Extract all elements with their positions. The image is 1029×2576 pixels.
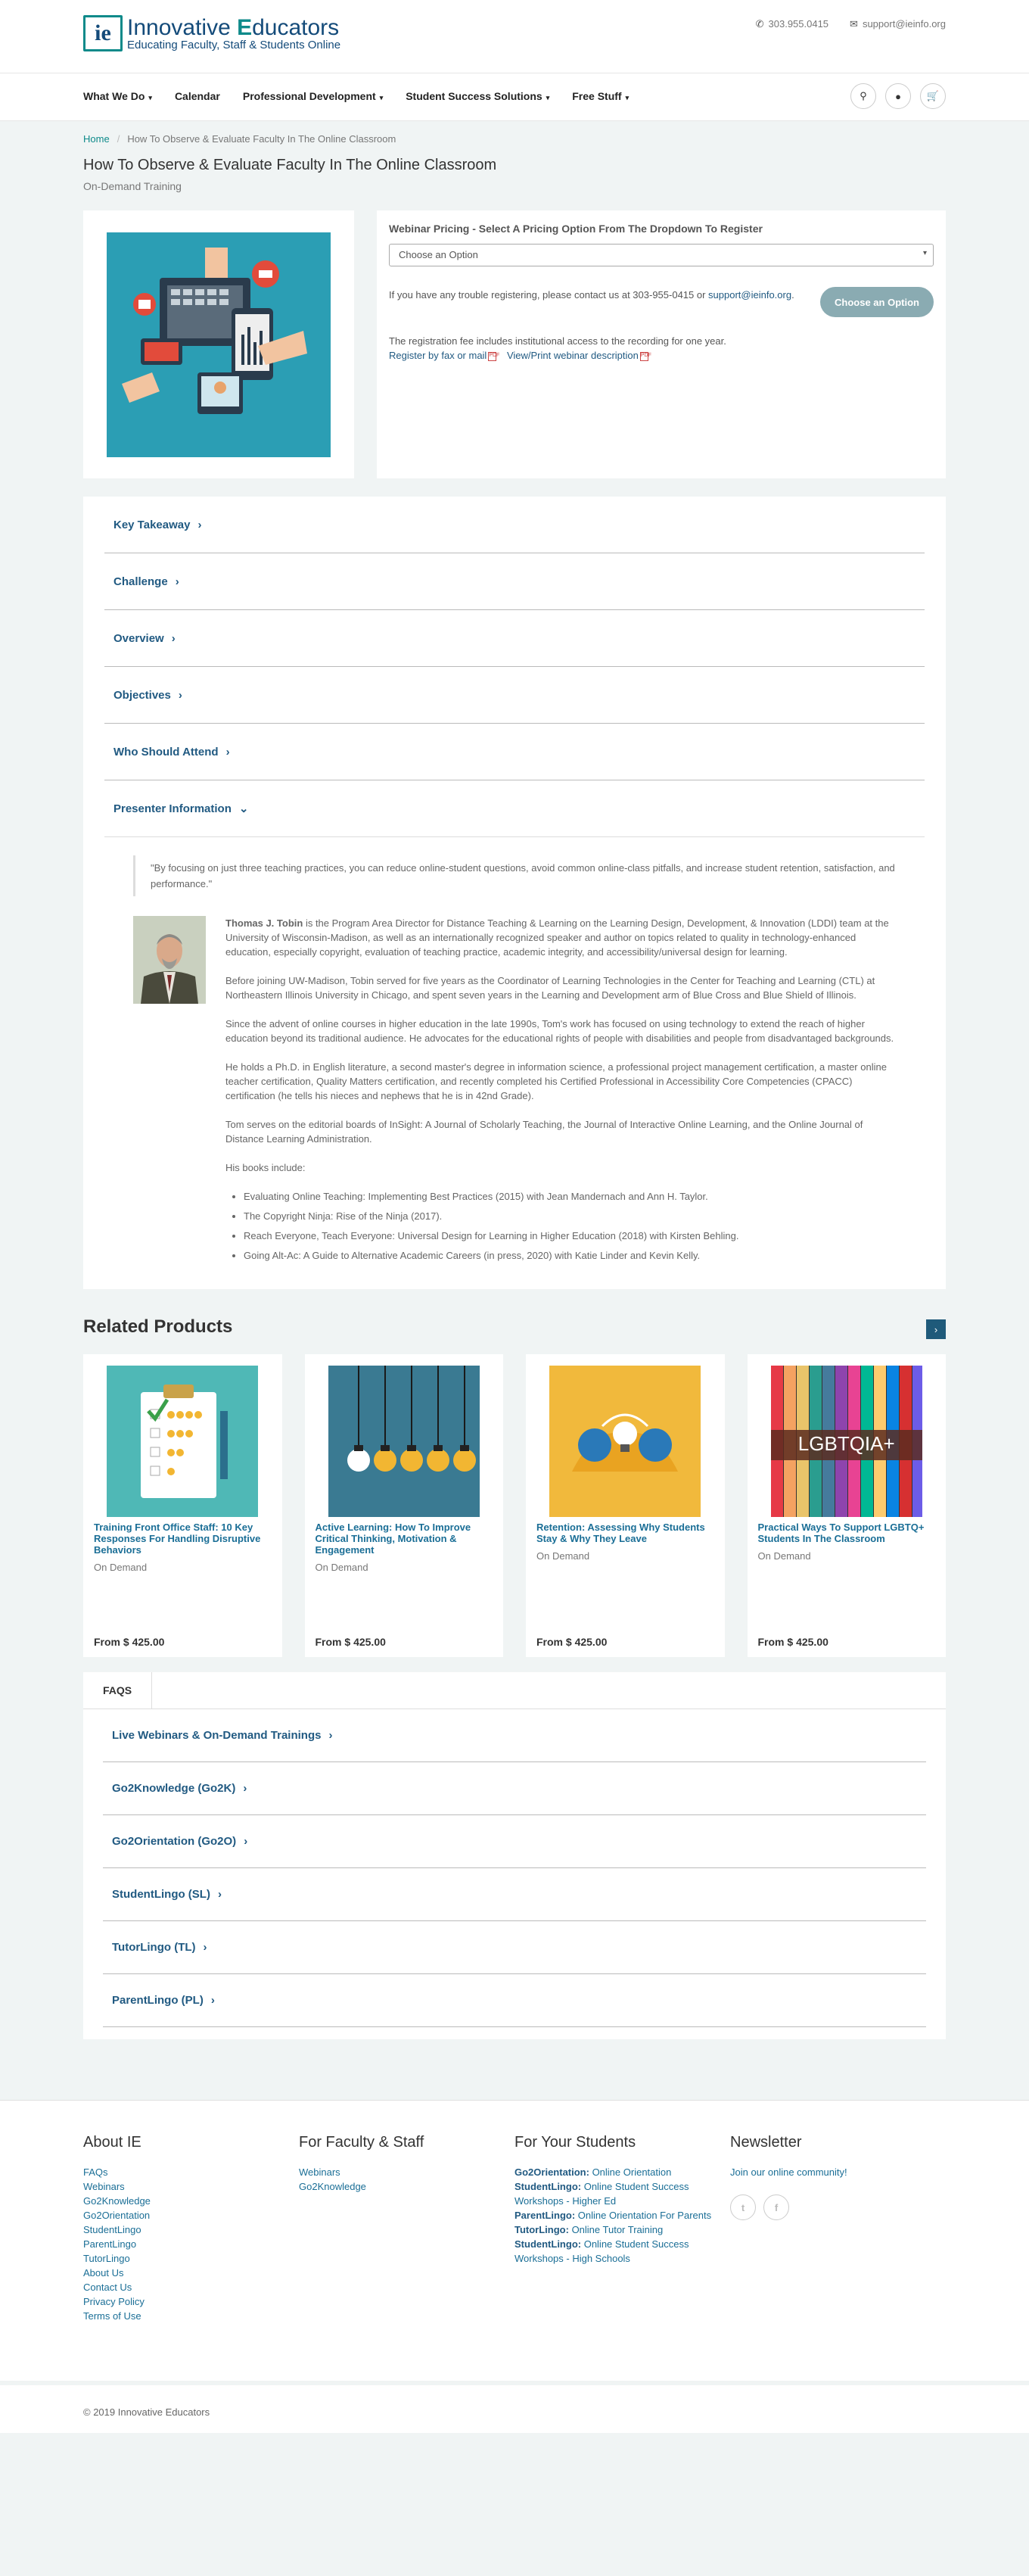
twitter-icon[interactable]: t — [730, 2194, 756, 2220]
product-type: On Demand — [94, 1562, 148, 1573]
nav-item-free-stuff[interactable] — [572, 90, 629, 102]
webinar-description-link[interactable]: View/Print webinar description PDF — [506, 350, 651, 361]
nav-item-professional-development[interactable] — [243, 90, 383, 102]
chevron-right-icon: › — [244, 1835, 248, 1848]
accordion-label: Overview — [113, 631, 164, 645]
product-type: On Demand — [757, 1550, 811, 1562]
related-product-card[interactable] — [305, 1354, 504, 1657]
page-title: How To Observe & Evaluate Faculty In The Online Classroom — [83, 157, 497, 173]
faq-label: TutorLingo (TL) — [112, 1941, 196, 1954]
footer-link[interactable]: Go2Knowledge — [299, 2181, 366, 2192]
chevron-right-icon: › — [210, 1994, 215, 2007]
footer-link-desc: Online Orientation For Parents — [575, 2210, 712, 2221]
accordion-overview[interactable] — [104, 610, 925, 667]
product-name[interactable]: Active Learning: How To Improve Critical Thinking, Motivation & Engagement — [315, 1522, 471, 1556]
footer-link[interactable] — [514, 2208, 730, 2222]
facebook-icon[interactable]: f — [763, 2194, 789, 2220]
footer-link[interactable]: TutorLingo — [83, 2253, 130, 2264]
footer-about: About IE FAQs Webinars Go2Knowledge Go2Orientation StudentLingo ParentLingo TutorLingo About Us Contact Us Privacy Policy Terms of Use — [83, 2134, 299, 2323]
search-icon[interactable]: ⚲ — [850, 83, 876, 109]
accordion-who-should-attend[interactable] — [104, 724, 925, 780]
logo-title: Innovative Educators — [127, 14, 340, 40]
email-link[interactable]: ✉ support@ieinfo.org — [850, 18, 946, 30]
faq-item[interactable] — [103, 1921, 926, 1974]
logo-tagline: Educating Faculty, Staff & Students Online — [127, 38, 341, 51]
footer-students: For Your Students Go2Orientation: Online Orientation StudentLingo: Online Student Success Workshops - Higher Ed ParentLingo: Online Orientation For Parents TutorLingo: Online Tutor Training StudentLingo: Online Student Success Workshops - High Schools — [514, 2134, 730, 2323]
product-type: On Demand — [536, 1550, 590, 1562]
accordion-label: Objectives — [113, 688, 171, 702]
footer-link[interactable]: Privacy Policy — [83, 2296, 145, 2307]
footer-link[interactable]: Go2Orientation — [83, 2210, 151, 2221]
nav-label: Professional Development — [242, 90, 376, 102]
product-image-text: LGBTQIA+ — [797, 1432, 895, 1455]
footer-link[interactable] — [514, 2179, 730, 2208]
nav-item-student-success-solutions[interactable] — [406, 90, 549, 102]
phone-link[interactable]: ✆ 303.955.0415 — [755, 18, 829, 30]
chevron-right-icon: › — [203, 1941, 207, 1954]
product-price: From $ 425.00 — [757, 1636, 828, 1648]
product-image-card — [83, 210, 354, 478]
faq-item[interactable] — [103, 1868, 926, 1921]
chevron-right-icon: › — [197, 518, 202, 531]
book-item: • Reach Everyone, Teach Everyone: Universal Design for Learning in Higher Education (2018) with Kirsten Behling. — [244, 1229, 900, 1243]
product-price: From $ 425.00 — [315, 1636, 386, 1648]
accordion-presenter-information[interactable]: Presenter Information ⌄ — [104, 780, 925, 837]
chevron-down-icon: ⌄ — [238, 802, 249, 815]
accordion-label: Key Takeaway — [113, 518, 191, 531]
footer-link[interactable] — [514, 2237, 730, 2266]
breadcrumb-current: How To Observe & Evaluate Faculty In The Online Classroom — [127, 133, 396, 145]
related-product-card[interactable] — [748, 1354, 947, 1657]
footer-link-product: StudentLingo: — [514, 2238, 582, 2250]
pricing-title: Webinar Pricing - Select A Pricing Option From The Dropdown To Register — [389, 223, 763, 235]
nav-label: Calendar — [174, 90, 220, 102]
chevron-down-icon: ▾ — [379, 94, 384, 101]
accordion-objectives[interactable] — [104, 667, 925, 724]
accordion-challenge[interactable] — [104, 553, 925, 610]
product-image[interactable] — [771, 1366, 922, 1517]
nav-label: What We Do — [83, 90, 145, 102]
breadcrumb: Home / How To Observe & Evaluate Faculty In The Online Classroom — [83, 133, 396, 145]
pdf-icon: PDF — [488, 352, 496, 361]
footer-link[interactable] — [514, 2165, 730, 2179]
footer-link[interactable]: Webinars — [299, 2166, 340, 2178]
related-products-title: Related Products — [83, 1316, 233, 1337]
footer-link-desc: Online Tutor Training — [568, 2224, 664, 2235]
presenter-panel — [104, 837, 925, 1268]
faqs-panel — [83, 1672, 946, 2039]
book-item: • Evaluating Online Teaching: Implementing Best Practices (2015) with Jean Mandernach and Ann H. Taylor. — [244, 1189, 900, 1204]
site-header — [0, 0, 1029, 73]
footer-link-product: Go2Orientation: — [514, 2166, 589, 2178]
footer-link-desc: Online Student Success Workshops - High Schools — [514, 2238, 689, 2264]
footer-link[interactable]: Terms of Use — [83, 2310, 141, 2322]
newsletter-link[interactable]: Join our online community! — [730, 2166, 847, 2178]
support-email-link[interactable]: support@ieinfo.org — [708, 289, 792, 301]
related-product-card[interactable] — [83, 1354, 282, 1657]
footer-link[interactable]: Go2Knowledge — [83, 2195, 151, 2207]
account-icon[interactable]: ● — [885, 83, 911, 109]
phone-icon: ✆ — [755, 18, 764, 30]
copyright-text: © 2019 Innovative Educators — [83, 2406, 210, 2418]
footer-link[interactable]: Webinars — [83, 2181, 125, 2192]
footer-link[interactable]: StudentLingo — [83, 2224, 141, 2235]
copyright-bar — [0, 2381, 1029, 2433]
book-item: • Going Alt-Ac: A Guide to Alternative Academic Careers (in press, 2020) with Katie Linder and Kevin Kelly. — [244, 1248, 900, 1263]
footer-link-desc: Online Student Success Workshops - Higher Ed — [514, 2181, 689, 2207]
footer-link[interactable]: ParentLingo — [83, 2238, 137, 2250]
presenter-photo — [133, 916, 206, 1004]
footer-link[interactable]: FAQs — [83, 2166, 108, 2178]
faq-label: StudentLingo (SL) — [112, 1888, 210, 1901]
logo[interactable] — [83, 15, 340, 51]
chevron-right-icon: › — [934, 1323, 938, 1335]
accordion-label: Who Should Attend — [113, 745, 219, 758]
chevron-right-icon: › — [225, 745, 230, 758]
nav-item-calendar[interactable] — [175, 90, 220, 102]
page-subtitle: On-Demand Training — [83, 180, 182, 192]
footer-faculty: For Faculty & Staff Webinars Go2Knowledge — [299, 2134, 514, 2323]
faq-label: Go2Orientation (Go2O) — [112, 1835, 237, 1848]
footer-link-desc: Online Orientation — [589, 2166, 672, 2178]
chevron-right-icon: › — [175, 575, 179, 588]
faq-item[interactable] — [103, 1709, 926, 1762]
faq-label: ParentLingo (PL) — [112, 1994, 204, 2007]
faq-label: Live Webinars & On-Demand Trainings — [112, 1729, 322, 1742]
contact-info — [756, 18, 946, 30]
faq-item[interactable] — [103, 1974, 926, 2027]
breadcrumb-home[interactable]: Home — [83, 133, 110, 145]
footer-link-product: ParentLingo: — [514, 2210, 576, 2221]
site-footer — [0, 2100, 1029, 2381]
presenter-name: Thomas J. Tobin — [225, 917, 303, 929]
product-image[interactable] — [107, 1366, 258, 1517]
faq-item[interactable] — [103, 1762, 926, 1815]
faq-item[interactable] — [103, 1815, 926, 1868]
product-image[interactable] — [107, 232, 331, 457]
faq-label: Go2Knowledge (Go2K) — [112, 1782, 236, 1795]
footer-link[interactable]: About Us — [83, 2267, 124, 2279]
accordion-label: Challenge — [113, 575, 168, 588]
book-item: • The Copyright Ninja: Rise of the Ninja (2017). — [244, 1209, 900, 1223]
product-image[interactable] — [549, 1366, 701, 1517]
footer-link[interactable] — [514, 2222, 730, 2237]
footer-link-product: StudentLingo: — [514, 2181, 582, 2192]
product-price: From $ 425.00 — [536, 1636, 608, 1648]
product-price: From $ 425.00 — [94, 1636, 165, 1648]
chevron-right-icon: › — [328, 1729, 333, 1742]
registration-help: If you have any trouble registering, please contact us at 303-955-0415 or support@ieinfo.org. Choose an Option — [389, 289, 934, 301]
chevron-down-icon: ▾ — [148, 94, 152, 101]
product-name[interactable]: Retention: Assessing Why Students Stay & Why They Leave — [536, 1522, 705, 1544]
chevron-right-icon: › — [243, 1782, 247, 1795]
chevron-down-icon: ▾ — [625, 94, 630, 101]
product-image[interactable] — [328, 1366, 480, 1517]
fee-note: The registration fee includes institutional access to the recording for one year. — [389, 335, 726, 347]
pricing-select[interactable]: Choose an Option ▾ — [389, 244, 934, 266]
nav-label: Free Stuff — [572, 90, 622, 102]
footer-link[interactable]: Contact Us — [83, 2282, 132, 2293]
chevron-right-icon: › — [217, 1888, 222, 1901]
choose-option-button[interactable]: Choose an Option — [820, 287, 934, 317]
pricing-panel — [377, 210, 946, 478]
main-nav — [0, 73, 1029, 121]
presenter-bio: Thomas J. Tobin is the Program Area Director for Distance Teaching & Learning on the Learning Design, Development, & Innovation (LDDI) team at the University of Wisconsin-Madison, as well as an internationally recognized speaker and author on topics related to quality in technology-enhanced education, especially copyright, evaluation of teaching practice, academic integrity, and accessibility/universal design for learning. Before joining UW-Madison, Tobin served for five years as the Coordinator of Learning Technologies in the Center for Teaching and Learning (CTL) at Northeastern Illinois University in Chicago, and spent seven years in the Learning and Development arm of Blue Cross and Blue Shield of Illinois. Since the advent of online courses in higher education in the late 1990s, Tom's work has focused on using technology to extend the reach of higher education beyond its traditional audience. He advocates for the educational rights of people with disabilities and people from disadvantaged backgrounds. He holds a Ph.D. in English literature, a second master's degree in information science, a professional project management certification, a master online teacher certification, Quality Matters certification, and recently completed his Certified Professional in Accessibility Core Competencies (CPACC) certification (he tells his nieces and nephews that he is in 42nd Grade). Tom serves on the editorial boards of InSight: A Journal of Scholarly Teaching, the Journal of Interactive Online Learning, and the Online Journal of Distance Learning Administration. His books include: • Evaluating Online Teaching: Implementing Best Practices (2015) with Jean Mandernach and Ann H. Taylor. • The Copyright Ninja: Rise of the Ninja (2017). • Reach Everyone, Teach Everyone: Universal Design for Learning in Higher Education (2018) with Kirsten Behling. • Going Alt-Ac: A Guide to Alternative Academic Careers (in press, 2020) with Katie Linder and Kevin Kelly. — [225, 916, 900, 1268]
logo-mark: ie — [83, 15, 123, 51]
cart-icon[interactable]: 🛒 — [920, 83, 946, 109]
register-fax-link[interactable]: Register by fax or mail PDF — [389, 350, 500, 361]
nav-label: Student Success Solutions — [406, 90, 542, 102]
envelope-icon: ✉ — [850, 18, 858, 30]
pdf-icon: PDF — [640, 352, 648, 361]
presenter-quote: "By focusing on just three teaching practices, you can reduce online-student questions, avoid common online-class pitfalls, and increase student retention, satisfaction, and performance." — [133, 855, 900, 896]
nav-menu — [83, 90, 629, 102]
carousel-next-button[interactable] — [926, 1319, 946, 1339]
chevron-down-icon: ▾ — [546, 94, 550, 101]
product-type: On Demand — [315, 1562, 368, 1573]
accordion-key-takeaway[interactable] — [104, 497, 925, 553]
footer-link-product: TutorLingo: — [514, 2224, 569, 2235]
chevron-right-icon: › — [178, 688, 182, 702]
nav-item-what-we-do[interactable] — [83, 90, 152, 102]
product-name[interactable]: Training Front Office Staff: 10 Key Responses For Handling Disruptive Behaviors — [94, 1522, 261, 1556]
product-name[interactable]: Practical Ways To Support LGBTQ+ Students In The Classroom — [757, 1522, 925, 1544]
related-product-card[interactable] — [526, 1354, 725, 1657]
footer-newsletter: Newsletter Join our online community! t f — [730, 2134, 946, 2323]
details-accordion — [83, 497, 946, 1289]
tab-faqs[interactable]: FAQS — [83, 1672, 152, 1709]
books-list — [225, 1189, 900, 1263]
chevron-right-icon: › — [171, 631, 176, 645]
